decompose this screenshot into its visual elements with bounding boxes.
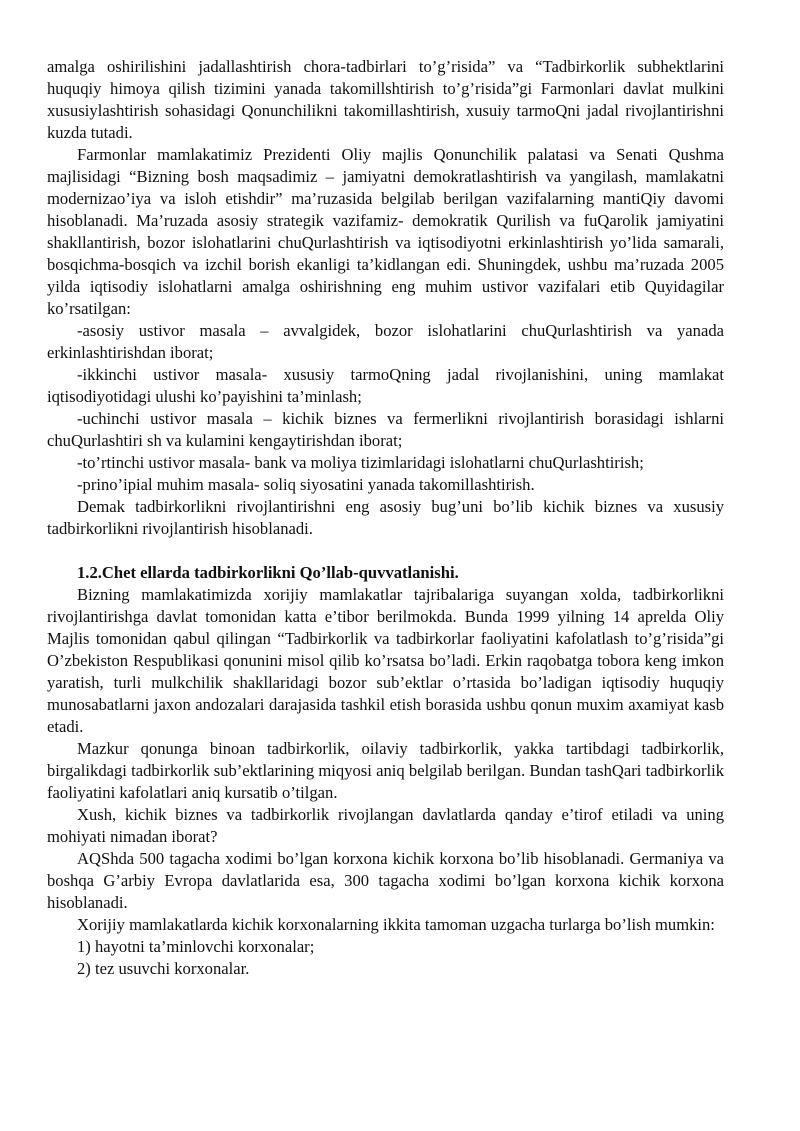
- section-heading: 1.2.Chet ellarda tadbirkorlikni Qo’llab-quvvatlanishi.: [77, 563, 459, 582]
- paragraph-farmonlar: Farmonlar mamlakatimiz Prezidenti Oliy majlis Qonunchilik palatasi va Senati Qushma majlisidagi “Bizning bosh maqsadimiz – jamiyatni demokratlashtirish va yangilash, mamlakatni modernizao’iya va isloh etishdir” ma’ruzasida belgilab berilgan vazifalarning mantiQiy davomi hisoblanadi. Ma’ruzada asosiy strategik vazifamiz- demokratik Qurilish va fuQarolik jamiyatini shakllantirish, bozor islohatlarini chuQurlashtirish va iqtisodiyotni erkinlashtirish yo’lida samarali, bosqichma-bosqich va izchil borish ekanligi ta’kidlangan edi. Shuningdek, ushbu ma’ruzada 2005 yilda iqtisodiy islohatlarni amalga oshirishning eng muhim ustivor vazifalari etib Quyidagilar ko’rsatilgan:: [47, 145, 724, 318]
- list-item-priority-4: -to’rtinchi ustivor masala- bank va moliya tizimlaridagi islohatlarni chuQurlashtirish;: [77, 453, 644, 472]
- paragraph-usa-germany: AQShda 500 tagacha xodimi bo’lgan korxona kichik korxona bo’lib hisoblanadi. Germaniya va boshqa G’arbiy Evropa davlatlarida esa, 300 tagacha xodimi bo’lgan korxona kichik korxona hisoblanadi.: [47, 849, 724, 912]
- paragraph-law-1999: Bizning mamlakatimizda xorijiy mamlakatlar tajribalariga suyangan xolda, tadbirkorlikni rivojlantirishga davlat tomonidan katta e’tibor berilmokda. Bunda 1999 yilning 14 aprelda Oliy Majlis tomonidan qabul qilingan “Tadbirkorlik va tadbirkorlar faoliyatini kafolatlash to’g’risida”gi O’zbekiston Respublikasi qonunini misol qilib ko’rsatsa bo’ladi. Erkin raqobatga tobora keng imkon yaratish, turli mulkchilik shakllaridagi bozor sub’ektlar o’rtasida bo’ladigan iqtisodiy huquqiy munosabatlarni jaxon andozalari darajasida tashkil etish borasida ushbu qonun muxim axamiyat kasb etadi.: [47, 585, 724, 736]
- paragraph-types-intro: Xorijiy mamlakatlarda kichik korxonalarning ikkita tamoman uzgacha turlarga bo’lish mumkin:: [77, 915, 715, 934]
- paragraph-law-scope: Mazkur qonunga binoan tadbirkorlik, oilaviy tadbirkorlik, yakka tartibdagi tadbirkorlik, birgalikdagi tadbirkorlik sub’ektlarining miqyosi aniq belgilab berilgan. Bundan tashQari tadbirkorlik faoliyatini kafolatlari aniq kursatib o’tilgan.: [47, 739, 724, 802]
- list-item-priority-1: -asosiy ustivor masala – avvalgidek, bozor islohatlarini chuQurlashtirish va yanada erkinlashtirishdan iborat;: [47, 321, 724, 362]
- paragraph-conclusion: Demak tadbirkorlikni rivojlantirishni eng asosiy bug’uni bo’lib kichik biznes va xususiy tadbirkorlikni rivojlantirish hisoblanadi.: [47, 497, 724, 538]
- list-item-priority-5: -prino’ipial muhim masala- soliq siyosatini yanada takomillashtirish.: [77, 475, 535, 494]
- paragraph-continuation: amalga oshirilishini jadallashtirish chora-tadbirlari to’g’risida” va “Tadbirkorlik subhektlarini huquqiy himoya qilish tizimini yanada takomillshtirish to’g’risida”gi Farmonlari davlat mulkini xususiylashtirish sohasidagi Qonunchilikni takomillashtirish, xusuiy tarmoQni jadal rivojlantirishni kuzda tutadi.: [47, 57, 724, 142]
- list-item-priority-3: -uchinchi ustivor masala – kichik biznes va fermerlikni rivojlantirish borasidagi ishlarni chuQurlashtiri sh va kulamini kengaytirishdan iborat;: [47, 409, 724, 450]
- list-item-priority-2: -ikkinchi ustivor masala- xususiy tarmoQning jadal rivojlanishini, uning mamlakat iqtisodiyotidagi ulushi ko’payishini ta’minlash;: [47, 365, 724, 406]
- section-spacer: [47, 540, 724, 562]
- list-item-type-2: 2) tez usuvchi korxonalar.: [77, 959, 250, 978]
- paragraph-question: Xush, kichik biznes va tadbirkorlik rivojlangan davlatlarda qanday e’tirof etiladi va uning mohiyati nimadan iborat?: [47, 805, 724, 846]
- list-item-type-1: 1) hayotni ta’minlovchi korxonalar;: [77, 937, 315, 956]
